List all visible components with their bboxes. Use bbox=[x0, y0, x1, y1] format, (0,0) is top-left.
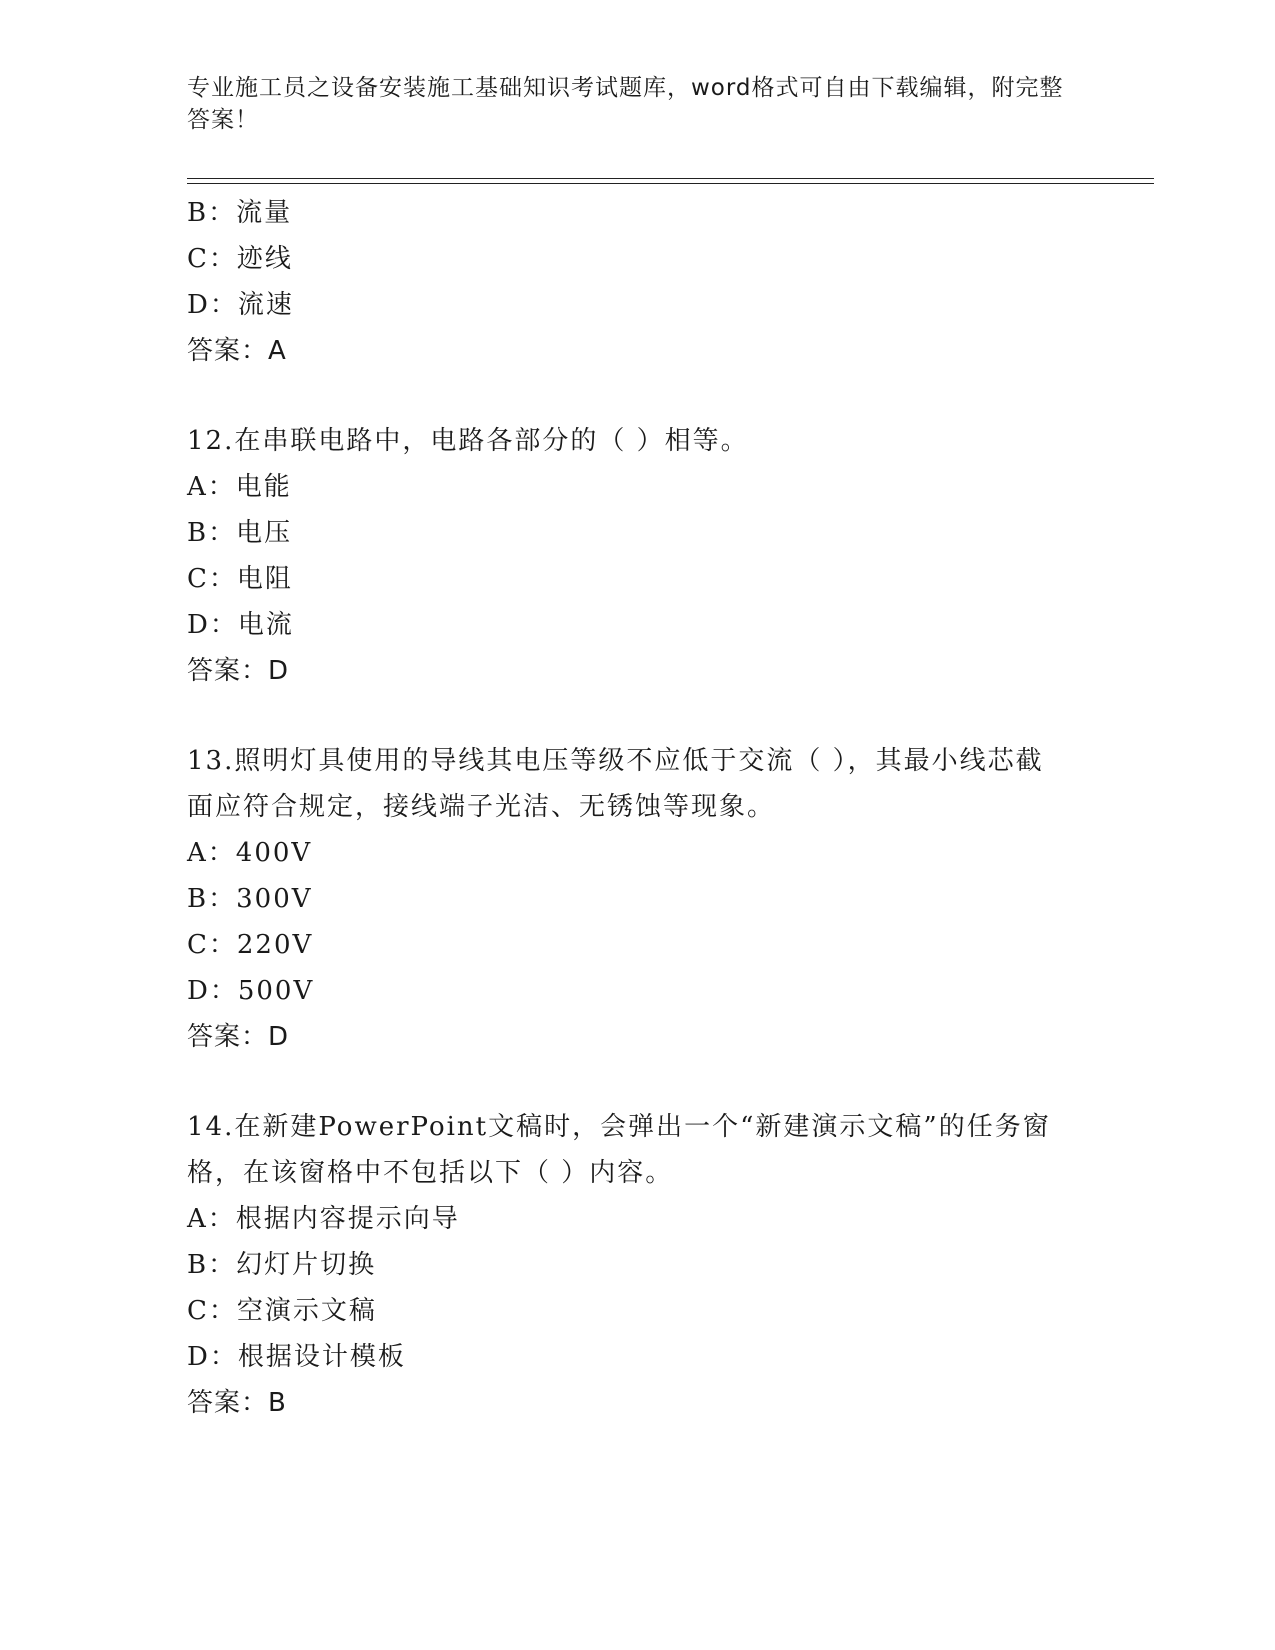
answer-line: 答案：A bbox=[187, 336, 287, 366]
question-stem: 14.在新建PowerPoint文稿时，会弹出一个“新建演示文稿”的任务窗格，在该窗格中不包括以下（ ）内容。 bbox=[187, 1112, 1051, 1188]
answer-line: 答案：D bbox=[187, 1022, 290, 1052]
option-d: D：流速 bbox=[187, 290, 294, 320]
option-c: C：电阻 bbox=[187, 564, 293, 594]
question-stem: 12.在串联电路中，电路各部分的（ ）相等。 bbox=[187, 426, 749, 456]
page-header: 专业施工员之设备安装施工基础知识考试题库，word格式可自由下载编辑，附完整答案！ bbox=[187, 75, 1064, 133]
question-stem: 13.照明灯具使用的导线其电压等级不应低于交流（ ），其最小线芯截面应符合规定，接线端子光洁、无锈蚀等现象。 bbox=[187, 746, 1044, 822]
option-c: C：220V bbox=[187, 930, 314, 960]
option-a: A：电能 bbox=[187, 472, 292, 502]
option-b: B：幻灯片切换 bbox=[187, 1250, 377, 1280]
option-c: C：空演示文稿 bbox=[187, 1296, 377, 1326]
carryover-question bbox=[187, 190, 1067, 374]
option-d: D：电流 bbox=[187, 610, 294, 640]
question-12 bbox=[187, 418, 1067, 694]
header-divider bbox=[187, 178, 1154, 184]
question-list bbox=[187, 190, 1067, 1426]
option-d: D：500V bbox=[187, 976, 315, 1006]
question-14 bbox=[187, 1104, 1067, 1426]
option-a: A：根据内容提示向导 bbox=[187, 1204, 460, 1234]
question-13 bbox=[187, 738, 1067, 1060]
option-b: B：流量 bbox=[187, 198, 293, 228]
option-c: C：迹线 bbox=[187, 244, 293, 274]
option-b: B：300V bbox=[187, 884, 313, 914]
answer-line: 答案：D bbox=[187, 656, 290, 686]
option-b: B：电压 bbox=[187, 518, 293, 548]
option-a: A：400V bbox=[187, 838, 313, 868]
option-d: D：根据设计模板 bbox=[187, 1342, 406, 1372]
answer-line: 答案：B bbox=[187, 1388, 287, 1418]
